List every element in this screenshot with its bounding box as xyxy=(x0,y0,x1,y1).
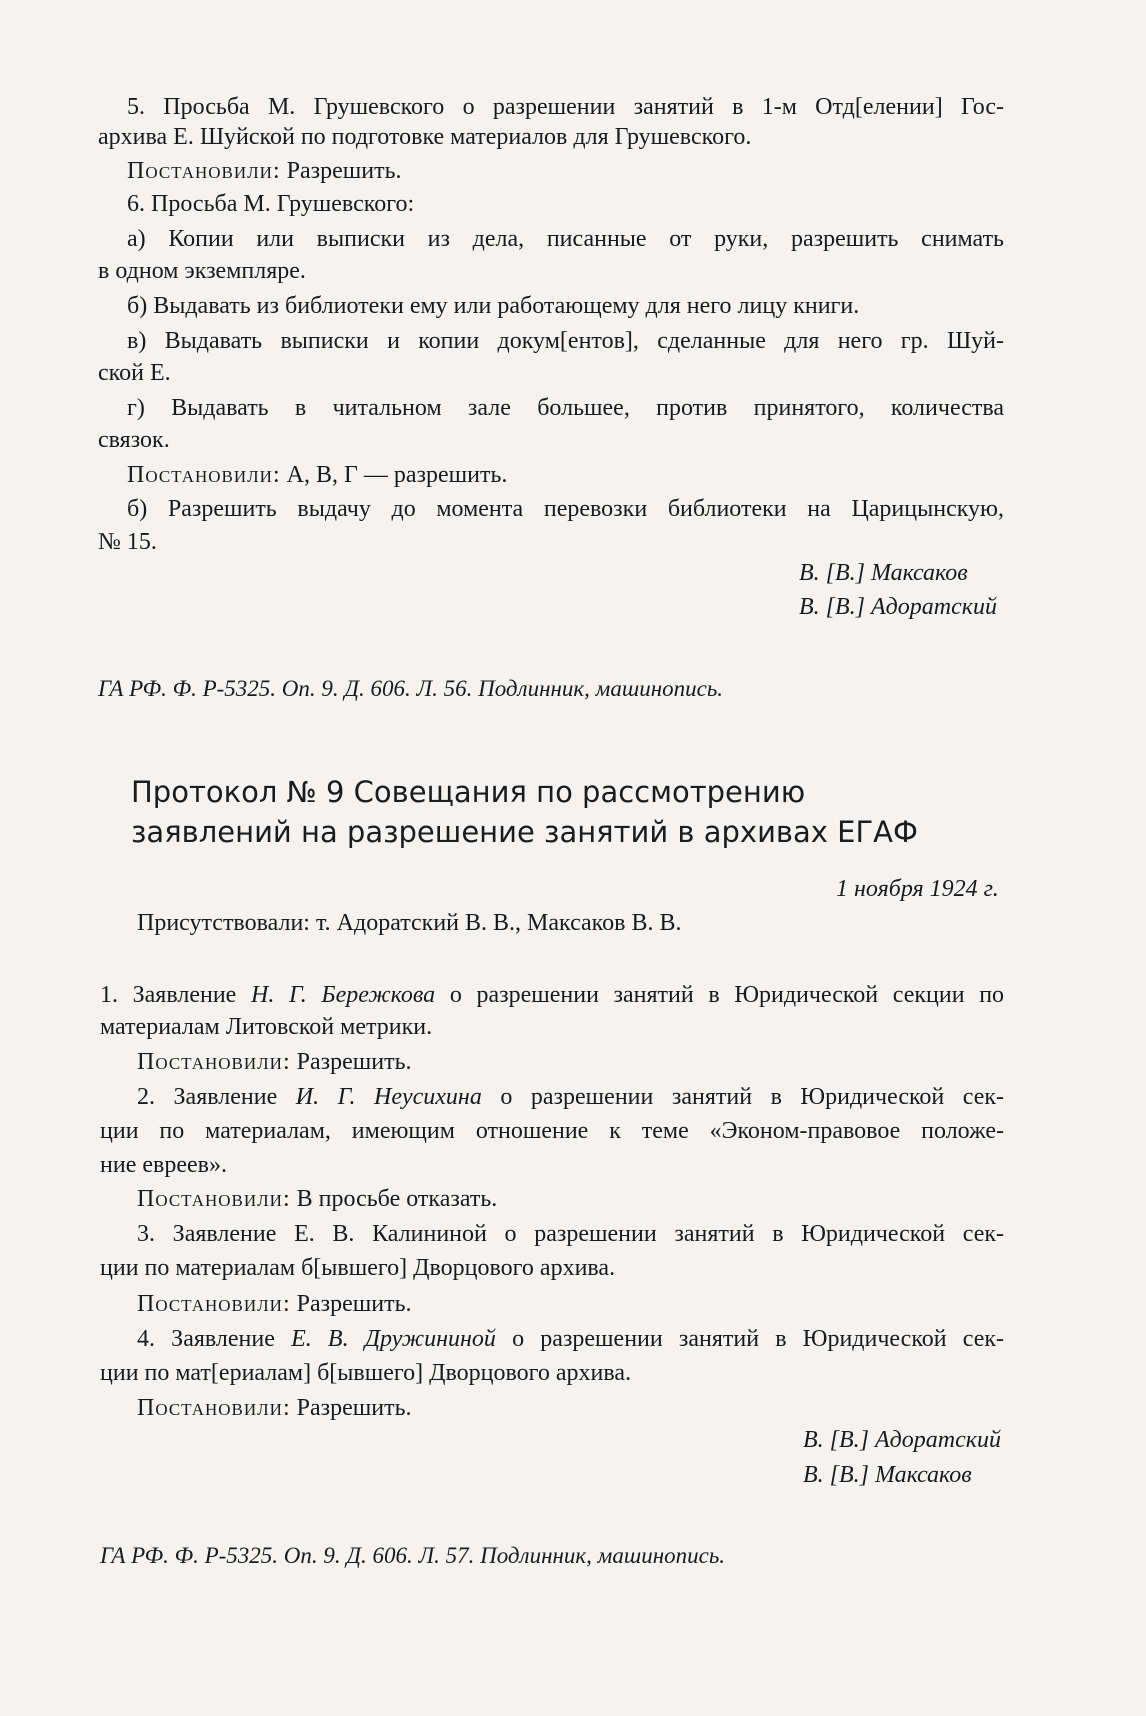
item-4-line-1 xyxy=(137,1324,1004,1354)
protocol-resolution-4 xyxy=(137,1393,412,1423)
protocol-resolution-1 xyxy=(137,1047,412,1077)
item-1-rest: о разрешении занятий в Юридической секции по xyxy=(449,982,1005,1008)
resolution-text: А, В, Г — разрешить. xyxy=(286,462,508,488)
item-4-line-2: ции по мат[ериалам] б[ывшего] Дворцового архива. xyxy=(100,1360,632,1386)
item-6b: б) Выдавать из библиотеки ему или работающему для него лицу книги. xyxy=(127,293,860,319)
resolution-text: В просьбе отказать. xyxy=(296,1186,498,1212)
protocol-title-line-2: заявлений на разрешение занятий в архивах ЕГАФ xyxy=(131,815,918,849)
resolution-label: Постановили: xyxy=(127,462,281,488)
resolution-text: Разрешить. xyxy=(296,1049,412,1075)
item-6a-line-2: в одном экземпляре. xyxy=(98,258,306,284)
signature-adoratsky: В. [В.] Адоратский xyxy=(803,1427,1002,1453)
resolution-label: Постановили: xyxy=(137,1291,291,1317)
item-3-line-2: ции по материалам б[ывшего] Дворцового архива. xyxy=(100,1255,616,1281)
signature-adoratsky: В. [В.] Адоратский xyxy=(799,594,998,620)
item-4-prefix: 4. Заявление xyxy=(137,1326,275,1352)
resolution-label: Постановили: xyxy=(137,1186,291,1212)
attendees: Присутствовали: т. Адоратский В. В., Максаков В. В. xyxy=(137,910,682,936)
signature-maksakov: В. [В.] Максаков xyxy=(799,560,968,586)
resolution-label: Постановили: xyxy=(137,1395,291,1421)
resolution-text: Разрешить. xyxy=(296,1395,412,1421)
item-6g-line-2: связок. xyxy=(98,427,170,453)
item-1-line-1 xyxy=(100,980,1004,1010)
item-6g-line-1: г) Выдавать в читальном зале большее, против принятого, количества xyxy=(127,395,1004,421)
protocol-title-line-1: Протокол № 9 Совещания по рассмотрению xyxy=(131,775,806,809)
resolution-text: Разрешить. xyxy=(286,158,402,184)
item-4-rest: о разрешении занятий в Юридической сек- xyxy=(512,1326,1005,1352)
item-5-line-1: 5. Просьба М. Грушевского о разрешении занятий в 1-м Отд[елении] Гос- xyxy=(127,94,1004,120)
resolution-text: Разрешить. xyxy=(296,1291,412,1317)
item-6b2-line-2: № 15. xyxy=(98,529,157,555)
item-6a-line-1: а) Копии или выписки из дела, писанные от руки, разрешить снимать xyxy=(127,226,1004,252)
item-6v-line-1: в) Выдавать выписки и копии докум[ентов], сделанные для него гр. Шуй- xyxy=(127,328,1004,354)
item-2-line-2: ции по материалам, имеющим отношение к теме «Эконом-правовое положе- xyxy=(100,1118,1004,1144)
item-2-rest: о разрешении занятий в Юридической сек- xyxy=(500,1084,1005,1110)
item-6-title: 6. Просьба М. Грушевского: xyxy=(127,191,415,217)
item-2-line-3: ние евреев». xyxy=(100,1152,227,1178)
resolution-label: Постановили: xyxy=(137,1049,291,1075)
item-3-line-1: 3. Заявление Е. В. Калининой о разрешении занятий в Юридической сек- xyxy=(137,1221,1004,1247)
archive-source-reference: ГА РФ. Ф. Р-5325. Оп. 9. Д. 606. Л. 56. Подлинник, машинопись. xyxy=(98,676,724,701)
protocol-date: 1 ноября 1924 г. xyxy=(836,876,999,902)
item-1-applicant: Н. Г. Бережкова xyxy=(250,982,436,1008)
item-6b2-line-1: б) Разрешить выдачу до момента перевозки библиотеки на Царицынскую, xyxy=(127,496,1004,522)
item-1-prefix: 1. Заявление xyxy=(100,982,237,1008)
item-2-applicant: И. Г. Неусихина xyxy=(295,1084,482,1110)
item-5-line-2: архива Е. Шуйской по подготовке материалов для Грушевского. xyxy=(98,124,752,150)
item-2-line-1 xyxy=(137,1082,1004,1112)
resolution-1 xyxy=(127,156,402,186)
signature-maksakov: В. [В.] Максаков xyxy=(803,1462,972,1488)
protocol-resolution-3 xyxy=(137,1289,412,1319)
archive-source-reference: ГА РФ. Ф. Р-5325. Оп. 9. Д. 606. Л. 57. Подлинник, машинопись. xyxy=(100,1543,726,1568)
resolution-label: Постановили: xyxy=(127,158,281,184)
item-2-prefix: 2. Заявление xyxy=(137,1084,278,1110)
item-4-applicant: Е. В. Дружининой xyxy=(291,1326,496,1352)
item-6v-line-2: ской Е. xyxy=(98,360,171,386)
item-1-line-2: материалам Литовской метрики. xyxy=(100,1014,433,1040)
protocol-resolution-2 xyxy=(137,1184,497,1214)
resolution-2 xyxy=(127,460,507,490)
